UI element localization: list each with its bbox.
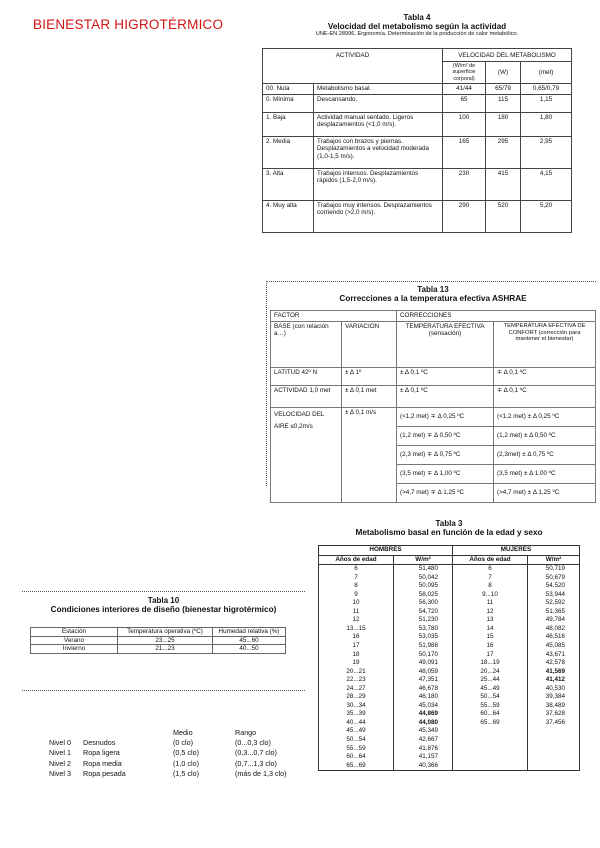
cell-age-men: 6 [319, 565, 394, 574]
tabla13-header-te: TEMPERATURA EFECTIVA (sensación) [397, 321, 494, 367]
cell-station: Invierno [31, 645, 118, 654]
cell-age-men: 11 [319, 608, 394, 617]
tabla3-row [319, 762, 580, 771]
cell-base: LATITUD 42º N [271, 367, 342, 385]
tabla13-header-var: VARIACION [342, 321, 397, 367]
cell-value-men: 53,035 [394, 633, 453, 642]
cell-age-women: 7 [453, 574, 528, 583]
cell-age-men: 50...54 [319, 736, 394, 745]
cell-age-women: 15 [453, 633, 528, 642]
cell-tec: (1,2 met) ± Δ 0,50 ºC [494, 426, 596, 445]
cell-age-women: 14 [453, 625, 528, 634]
tabla3-row [319, 745, 580, 754]
cell-value-men: 51,480 [394, 565, 453, 574]
cell-value-women: 50,719 [528, 565, 580, 574]
cell-w: 415 [486, 168, 521, 200]
cell-te: ± Δ 0,1 ºC [397, 385, 494, 407]
cell-age-women: 60...64 [453, 710, 528, 719]
cell-age-men: 18 [319, 651, 394, 660]
tabla3-table [318, 545, 580, 771]
tabla3-row [319, 591, 580, 600]
cell-te: (>4,7 met) ∓ Δ 1,25 ºC [397, 483, 494, 502]
tabla3-col-age-men: Años de edad [319, 555, 394, 565]
cell-met: 4,15 [521, 168, 572, 200]
cell-age-men: 30...34 [319, 702, 394, 711]
tabla4-header-activity: ACTIVIDAD [263, 49, 443, 84]
tabla13-number: Tabla 13 [417, 285, 449, 294]
cell-var: ± Δ 0,1 met [342, 385, 397, 407]
tabla4-header-speed: VELOCIDAD DEL METABOLISMO [443, 49, 572, 62]
cell-value-men: 51,230 [394, 616, 453, 625]
cell-value-women: 52,592 [528, 599, 580, 608]
tabla10-number: Tabla 10 [147, 596, 180, 605]
cell-value-men: 46,180 [394, 693, 453, 702]
tabla10-row [31, 645, 286, 654]
cell-te: (1,2 met) ∓ Δ 0,50 ºC [397, 426, 494, 445]
cell-age-men: 24...27 [319, 685, 394, 694]
cell-level: 00. Nula [263, 84, 314, 95]
cell-value-women: 48,082 [528, 625, 580, 634]
tabla10-row [31, 636, 286, 645]
cell-te: (3,5 met) ∓ Δ 1,00 ºC [397, 464, 494, 483]
tabla13-row [271, 385, 596, 407]
tabla10-header-hum: Humedad relativa (%) [213, 628, 286, 637]
clothing-row [49, 748, 291, 759]
cell-station: Verano [31, 636, 118, 645]
cell-age-men: 10 [319, 599, 394, 608]
cell-age-women: 25...44 [453, 676, 528, 685]
cell-age-men: 20...21 [319, 668, 394, 677]
tabla3-row [319, 633, 580, 642]
tabla10-header-temp: Temperatura operativa (ºC) [118, 628, 213, 637]
cell-medio: (1,5 clo) [173, 769, 199, 779]
cell-value-men: 56,300 [394, 599, 453, 608]
tabla13-table [270, 310, 596, 503]
cell-value-women: 50,679 [528, 574, 580, 583]
cell-desc: Trabajos con brazos y piernas. Desplazamientos a velocidad moderada (1,0-1,5 m/s). [314, 136, 443, 168]
clothing-col-medio: Medio [173, 728, 193, 737]
cell-desc: Ropa media [83, 758, 122, 768]
cell-desc: Ropa ligera [83, 748, 120, 758]
cell-age-women [453, 727, 528, 736]
cell-value-women [528, 736, 580, 745]
cell-wm2: 100 [443, 112, 486, 136]
tabla13-header-tec: TEMPERATURA EFECTIVA DE CONFORT (corrección para mantener el bienestar) [494, 321, 596, 367]
tabla13-header-corr: CORRECCIONES [397, 311, 596, 322]
cell-value-women [528, 727, 580, 736]
cell-age-men: 55...59 [319, 745, 394, 754]
cell-value-women: 54,520 [528, 582, 580, 591]
cell-var: ± Δ 0,1 m/s [342, 407, 397, 502]
cell-value-women: 38,489 [528, 702, 580, 711]
tabla13-row [271, 407, 596, 426]
tabla4-caption [262, 13, 572, 37]
cell-wm2: 290 [443, 200, 486, 232]
tabla3-row [319, 582, 580, 591]
cell-age-men: 17 [319, 642, 394, 651]
tabla3-row [319, 616, 580, 625]
cell-base: VELOCIDAD DEL AIRE ≤0,2m/s [271, 407, 342, 502]
cell-age-women [453, 753, 528, 762]
tabla4-row [263, 94, 572, 112]
cell-nivel: Nivel 1 [49, 748, 71, 758]
tabla3-row [319, 642, 580, 651]
cell-tec: ∓ Δ 0,1 ºC [494, 385, 596, 407]
clothing-levels [49, 729, 291, 780]
tabla3-row [319, 599, 580, 608]
cell-met: 1,15 [521, 94, 572, 112]
tabla13-header-factor: FACTOR [271, 311, 397, 322]
cell-w: 115 [486, 94, 521, 112]
tabla4-number: Tabla 4 [403, 13, 431, 22]
cell-age-men: 40...44 [319, 719, 394, 728]
cell-base: ACTIVIDAD 1,0 met [271, 385, 342, 407]
tabla3-row [319, 753, 580, 762]
tabla4-row [263, 112, 572, 136]
tabla3-row [319, 727, 580, 736]
cell-wm2: 230 [443, 168, 486, 200]
cell-age-women: 6 [453, 565, 528, 574]
cell-te: (2,3 met) ∓ Δ 0,75 ºC [397, 445, 494, 464]
cell-desc: Actividad manual sentado. Ligeros desplazamientos (<1,0 m/s). [314, 112, 443, 136]
cell-medio: (0 clo) [173, 737, 193, 747]
cell-hum: 45...60 [213, 636, 286, 645]
cell-age-women: 55...59 [453, 702, 528, 711]
cell-value-men: 54,720 [394, 608, 453, 617]
tabla10-top-rule [22, 591, 305, 592]
cell-value-men: 44,869 [394, 710, 453, 719]
cell-rango: (más de 1,3 clo) [235, 769, 287, 779]
cell-level: 2. Media [263, 136, 314, 168]
tabla13-top-rule [266, 281, 596, 282]
cell-age-women: 17 [453, 651, 528, 660]
cell-value-women: 49,784 [528, 616, 580, 625]
cell-medio: (1,0 clo) [173, 758, 199, 768]
tabla3-header-men: HOMBRES [319, 546, 453, 556]
page-title: BIENESTAR HIGROTÉRMICO [33, 17, 224, 32]
tabla4-unit-met: (met) [521, 61, 572, 83]
cell-age-men: 13...15 [319, 625, 394, 634]
tabla3-row [319, 565, 580, 574]
tabla3-col-unit-men: W/m² [394, 555, 453, 565]
cell-value-men: 51,988 [394, 642, 453, 651]
clothing-row [49, 769, 291, 780]
cell-value-women: 42,578 [528, 659, 580, 668]
tabla3-row [319, 659, 580, 668]
tabla4-subtitle: UNE-EN 28996. Ergonomía. Determinación de la producción de calor metabólico. [315, 31, 519, 37]
tabla4-row [263, 168, 572, 200]
tabla3-col-age-women: Años de edad [453, 555, 528, 565]
tabla13-header-base: BASE (con relación a…) [271, 321, 342, 367]
tabla3-row [319, 702, 580, 711]
cell-value-women: 46,516 [528, 633, 580, 642]
cell-value-men: 50,042 [394, 574, 453, 583]
cell-age-men: 45...49 [319, 727, 394, 736]
tabla10-table [30, 627, 286, 654]
cell-age-women: 13 [453, 616, 528, 625]
cell-tec: ∓ Δ 0,1 ºC [494, 367, 596, 385]
cell-value-men: 46,678 [394, 685, 453, 694]
cell-value-women [528, 753, 580, 762]
tabla4-title: Velocidad del metabolismo según la actividad [327, 22, 507, 31]
cell-nivel: Nivel 0 [49, 737, 71, 747]
cell-value-women: 41,412 [528, 676, 580, 685]
tabla4-row [263, 84, 572, 95]
cell-age-men: 12 [319, 616, 394, 625]
cell-met: 0,65/0,79 [521, 84, 572, 95]
cell-te: (<1,2 met) ∓ Δ 0,25 ºC [397, 407, 494, 426]
cell-wm2: 165 [443, 136, 486, 168]
cell-value-men: 45,034 [394, 702, 453, 711]
tabla13-left-rule [266, 281, 267, 486]
tabla3-title: Metabolismo basal en función de la edad y sexo [355, 528, 543, 537]
cell-level: 3. Alta [263, 168, 314, 200]
cell-age-women: 9...10 [453, 591, 528, 600]
cell-value-women: 43,671 [528, 651, 580, 660]
cell-value-women: 40,530 [528, 685, 580, 694]
cell-tec: (<1,2 met) ± Δ 0,25 ºC [494, 407, 596, 426]
cell-level: 4. Muy alta [263, 200, 314, 232]
cell-value-men: 50,095 [394, 582, 453, 591]
cell-value-men: 50,170 [394, 651, 453, 660]
tabla3-row [319, 574, 580, 583]
cell-desc: Descansando. [314, 94, 443, 112]
cell-value-men: 45,349 [394, 727, 453, 736]
tabla13-title: Correcciones a la temperatura efectiva ASHRAE [339, 294, 527, 303]
cell-age-women: 50...54 [453, 693, 528, 702]
cell-rango: (0...0,3 clo) [235, 737, 271, 747]
cell-value-men: 49,091 [394, 659, 453, 668]
cell-tec: (>4,7 met) ± Δ 1,25 ºC [494, 483, 596, 502]
cell-age-women [453, 762, 528, 771]
cell-age-women: 11 [453, 599, 528, 608]
tabla10-title: Condiciones interiores de diseño (bienestar higrotérmico) [50, 605, 277, 614]
tabla4-unit-w: (W) [486, 61, 521, 83]
cell-wm2: 41/44 [443, 84, 486, 95]
cell-met: 2,95 [521, 136, 572, 168]
cell-age-men: 22...23 [319, 676, 394, 685]
cell-age-women: 20...24 [453, 668, 528, 677]
cell-value-men: 48,059 [394, 668, 453, 677]
cell-value-men: 40,366 [394, 762, 453, 771]
cell-value-men: 41,157 [394, 753, 453, 762]
cell-tec: (3,5 met) ± Δ 1,00 ºC [494, 464, 596, 483]
tabla4-unit-wm2: (W/m² de superficie corporal) [443, 61, 486, 83]
tabla3-row [319, 676, 580, 685]
cell-age-women: 45...49 [453, 685, 528, 694]
cell-age-men: 9 [319, 591, 394, 600]
cell-value-women: 53,944 [528, 591, 580, 600]
cell-tec: (2,3met) ± Δ 0,75 ºC [494, 445, 596, 464]
tabla3-caption [318, 519, 580, 537]
cell-temp: 23...25 [118, 636, 213, 645]
cell-w: 520 [486, 200, 521, 232]
cell-age-women [453, 745, 528, 754]
cell-age-women: 65...69 [453, 719, 528, 728]
tabla13-row [271, 367, 596, 385]
cell-value-women: 45,085 [528, 642, 580, 651]
tabla4-row [263, 200, 572, 232]
cell-age-men: 8 [319, 582, 394, 591]
cell-age-women: 8 [453, 582, 528, 591]
cell-temp: 21...23 [118, 645, 213, 654]
tabla3-number: Tabla 3 [435, 519, 463, 528]
tabla3-col-unit-women: W/m² [528, 555, 580, 565]
cell-desc: Metabolismo basal. [314, 84, 443, 95]
tabla4-table [262, 48, 572, 233]
cell-age-men: 19 [319, 659, 394, 668]
cell-value-women: 37,628 [528, 710, 580, 719]
tabla10-caption [22, 596, 305, 614]
tabla13-caption [270, 285, 596, 303]
cell-nivel: Nivel 2 [49, 758, 71, 768]
cell-te: ± Δ 0,1 ºC [397, 367, 494, 385]
cell-value-men: 53,780 [394, 625, 453, 634]
cell-level: 1. Baja [263, 112, 314, 136]
cell-rango: (0,3...0,7 clo) [235, 748, 277, 758]
cell-age-men: 60...64 [319, 753, 394, 762]
cell-age-women: 12 [453, 608, 528, 617]
cell-value-women: 37,456 [528, 719, 580, 728]
tabla4-row [263, 136, 572, 168]
cell-wm2: 65 [443, 94, 486, 112]
tabla3-row [319, 736, 580, 745]
tabla3-header-women: MUJERES [453, 546, 580, 556]
cell-value-women [528, 745, 580, 754]
tabla10-bottom-rule [22, 690, 305, 691]
cell-desc: Ropa pesada [83, 769, 126, 779]
cell-met: 5,20 [521, 200, 572, 232]
cell-met: 1,80 [521, 112, 572, 136]
cell-w: 180 [486, 112, 521, 136]
cell-rango: (0,7...1,3 clo) [235, 758, 277, 768]
cell-value-men: 42,667 [394, 736, 453, 745]
cell-w: 65/79 [486, 84, 521, 95]
tabla3-row [319, 685, 580, 694]
cell-value-women: 51,365 [528, 608, 580, 617]
cell-desc: Trabajos intensos. Desplazamientos rápidos (1,5-2,0 m/s). [314, 168, 443, 200]
cell-value-women: 41,569 [528, 668, 580, 677]
cell-age-men: 16 [319, 633, 394, 642]
tabla3-row [319, 608, 580, 617]
tabla3-row [319, 693, 580, 702]
cell-age-women: 16 [453, 642, 528, 651]
cell-age-men: 28...29 [319, 693, 394, 702]
cell-medio: (0,5 clo) [173, 748, 199, 758]
cell-desc: Desnudos [83, 737, 116, 747]
cell-value-men: 47,351 [394, 676, 453, 685]
cell-desc: Trabajos muy intensos. Desplazamientos corriendo (>2,0 m/s). [314, 200, 443, 232]
cell-value-women [528, 762, 580, 771]
clothing-row [49, 738, 291, 749]
clothing-row [49, 759, 291, 770]
cell-age-men: 65...69 [319, 762, 394, 771]
tabla10-header-station: Estación [31, 628, 118, 637]
cell-age-women [453, 736, 528, 745]
cell-value-men: 44,080 [394, 719, 453, 728]
cell-nivel: Nivel 3 [49, 769, 71, 779]
cell-level: 0. Mínima [263, 94, 314, 112]
cell-age-women: 18...19 [453, 659, 528, 668]
clothing-col-rango: Rango [235, 728, 257, 737]
cell-w: 295 [486, 136, 521, 168]
cell-value-women: 39,384 [528, 693, 580, 702]
cell-value-men: 41,876 [394, 745, 453, 754]
cell-var: ± Δ 1º [342, 367, 397, 385]
tabla3-row [319, 719, 580, 728]
tabla3-row [319, 651, 580, 660]
cell-value-men: 58,025 [394, 591, 453, 600]
cell-age-men: 35...39 [319, 710, 394, 719]
cell-age-men: 7 [319, 574, 394, 583]
tabla3-row [319, 668, 580, 677]
tabla3-row [319, 710, 580, 719]
tabla3-row [319, 625, 580, 634]
cell-hum: 40...50 [213, 645, 286, 654]
